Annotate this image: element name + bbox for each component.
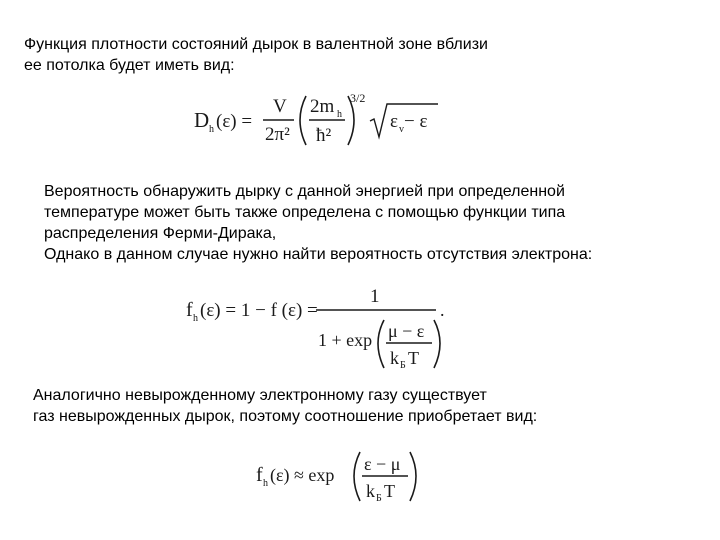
f2-inner-den-tail: T <box>408 348 419 368</box>
f1-exponent: 3/2 <box>350 91 366 105</box>
intro-paragraph <box>24 34 488 76</box>
f1-frac2-num-sub: h <box>337 109 342 120</box>
f3-inner-num: ε − μ <box>364 454 401 474</box>
nondegenerate-paragraph <box>33 385 537 427</box>
nondegenerate-line-2: газ невырожденных дырок, поэтому соотношение приобретает вид: <box>33 408 538 425</box>
f2-lhs-sub: h <box>193 313 198 324</box>
f1-frac2-num: 2m <box>310 96 335 117</box>
f1-lhs: D <box>194 108 210 132</box>
f3-inner-den: k <box>366 481 375 501</box>
f2-right-paren <box>434 320 440 368</box>
f3-lhs: f <box>256 464 263 486</box>
f1-lhs-arg: (ε) = <box>216 111 253 132</box>
f2-numerator: 1 <box>370 286 380 307</box>
boltzmann-approximation-formula <box>250 446 430 506</box>
f3-left-paren <box>354 452 360 501</box>
f2-inner-num: μ − ε <box>388 321 425 341</box>
f3-right-paren <box>410 452 416 501</box>
f3-lhs-sub: h <box>263 478 268 489</box>
intro-line-1: Функция плотности состояний дырок в валентной зоне вблизи <box>24 36 488 53</box>
f2-inner-den-sub: Б <box>400 360 406 371</box>
f1-frac1-num: V <box>273 96 287 117</box>
f1-lhs-sub: h <box>209 124 214 135</box>
f1-sqrt-body: ε <box>390 111 398 132</box>
density-of-states-formula <box>190 88 450 152</box>
f3-inner-den-sub: Б <box>376 493 382 504</box>
nondegenerate-line-1: Аналогично невырожденному электронному газу существует <box>33 387 487 404</box>
f2-left-paren <box>378 320 384 368</box>
f1-sqrt-body-sub: v <box>399 124 404 135</box>
hole-distribution-formula <box>180 284 460 374</box>
f2-inner-den: k <box>390 348 399 368</box>
f2-trailing-dot: . <box>440 300 445 320</box>
f3-lhs-rest: (ε) ≈ exp <box>270 465 335 485</box>
probability-line-3: распределения Ферми-Дирака, <box>44 225 277 242</box>
f1-frac1-den: 2π² <box>265 124 290 145</box>
f1-frac2-den: ħ² <box>316 125 332 146</box>
f2-lhs-rest: (ε) = 1 − f (ε) = <box>200 300 318 321</box>
f1-sqrt-body-tail: − ε <box>404 111 428 132</box>
probability-line-2: температуре может быть также определена с помощью функции типа <box>44 204 566 221</box>
probability-paragraph <box>44 181 592 265</box>
f2-lhs: f <box>186 299 193 321</box>
probability-line-4: Однако в данном случае нужно найти вероятность отсутствия электрона: <box>44 246 593 263</box>
f1-left-paren <box>300 96 306 145</box>
probability-line-1: Вероятность обнаружить дырку с данной энергией при определенной <box>44 183 565 200</box>
f3-inner-den-tail: T <box>384 481 395 501</box>
intro-line-2: ее потолка будет иметь вид: <box>24 57 235 74</box>
f2-den-prefix: 1 + exp <box>318 330 373 350</box>
